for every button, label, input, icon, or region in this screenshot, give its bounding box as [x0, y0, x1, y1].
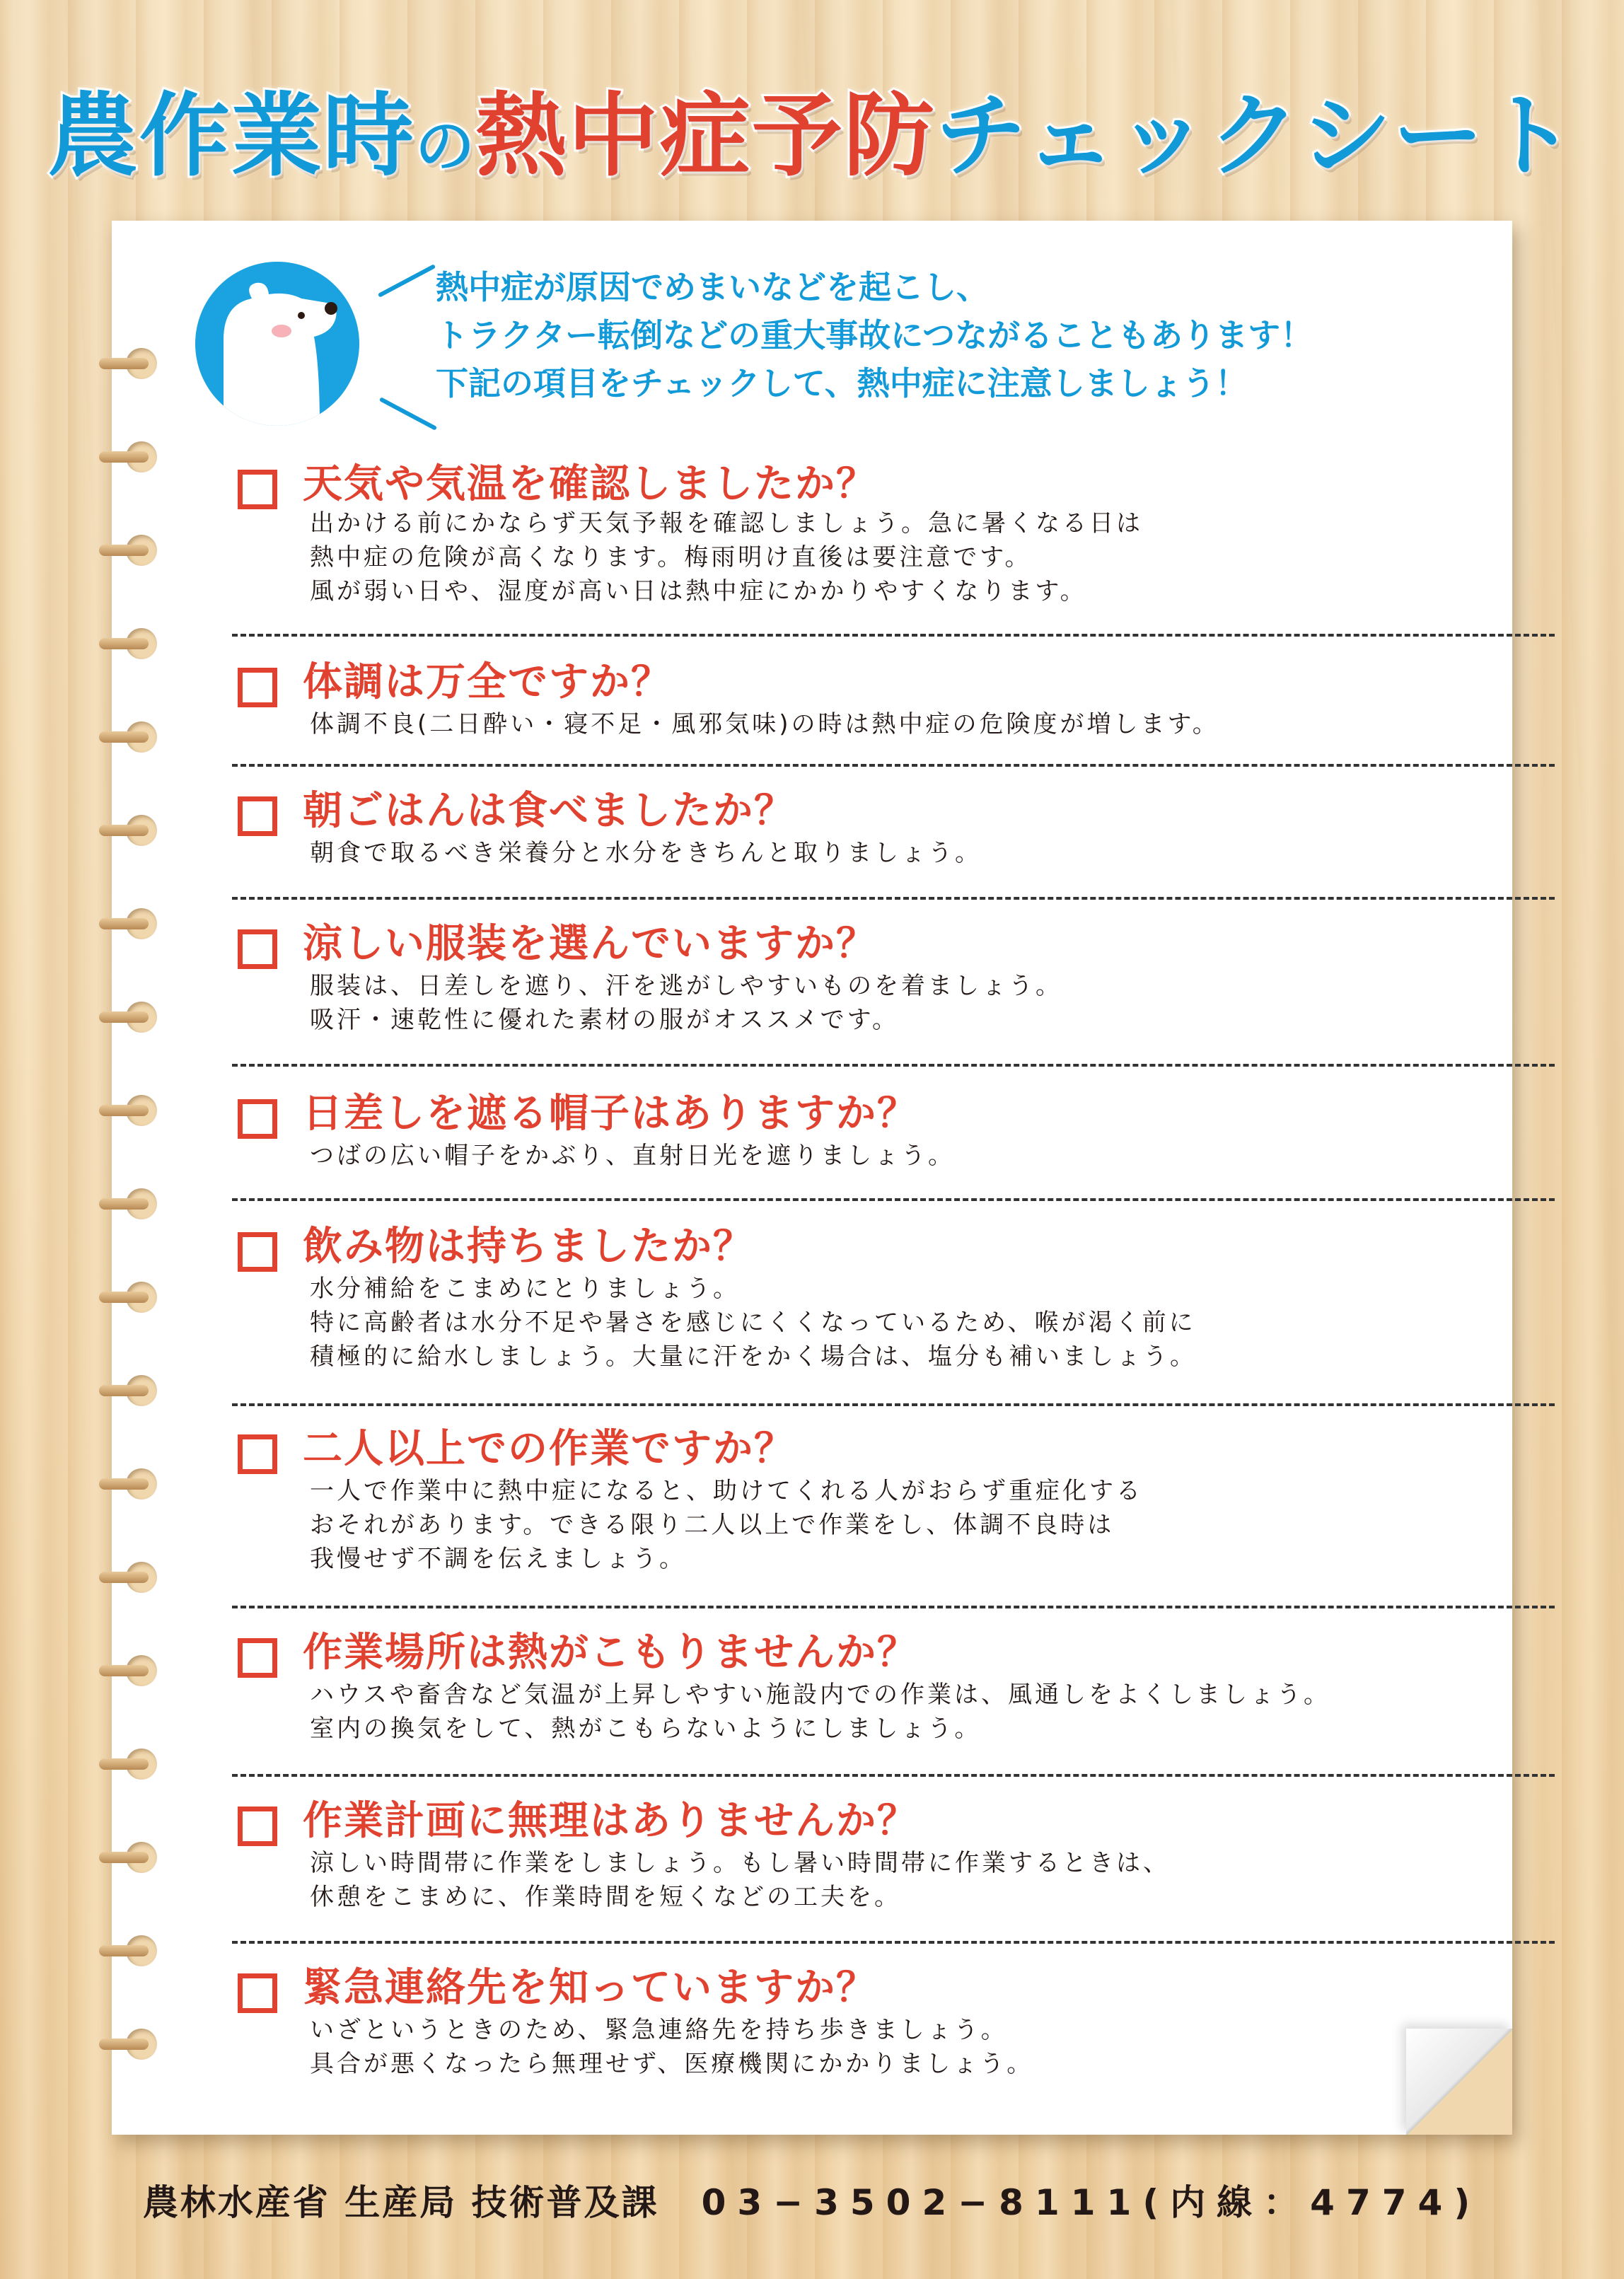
- binding-ring: [126, 908, 157, 939]
- check-item-line: 吸汗・速乾性に優れた素材の服がオススメです。: [310, 1006, 899, 1034]
- binding-ring: [126, 1749, 157, 1780]
- polar-bear-icon: [195, 262, 359, 426]
- dashed-divider: [232, 1774, 1555, 1777]
- binding-ring: [126, 1375, 157, 1406]
- check-item-question: 涼しい服装を選んでいますか？: [303, 921, 877, 967]
- dashed-divider: [232, 634, 1555, 637]
- page-title: [0, 76, 1624, 197]
- binding-ring: [126, 1562, 157, 1593]
- binding-ring: [126, 1002, 157, 1033]
- intro-line-1: 熱中症が原因でめまいなどを起こし、: [436, 268, 989, 306]
- binding-ring: [126, 441, 157, 472]
- binding-ring: [126, 1282, 157, 1313]
- check-item-line: おそれがあります。できる限り二人以上で作業をし、体調不良時は: [310, 1511, 1115, 1539]
- check-item-line: 出かける前にかならず天気予報を確認しましょう。急に暑くなる日は: [310, 509, 1143, 538]
- empty-checkbox-icon[interactable]: [238, 1099, 277, 1139]
- check-item-question: 作業計画に無理はありませんか？: [303, 1798, 918, 1844]
- check-item-line: 我慢せず不調を伝えましょう。: [310, 1545, 686, 1573]
- binding-ring: [126, 1468, 157, 1500]
- check-item-line: 熱中症の危険が高くなります。梅雨明け直後は要注意です。: [310, 543, 1032, 572]
- check-item-question: 朝ごはんは食べましたか？: [303, 788, 795, 834]
- check-item-question: 日差しを遮る帽子はありますか？: [303, 1091, 918, 1137]
- check-item-line: ハウスや畜舎など気温が上昇しやすい施設内での作業は、風通しをよくしましょう。: [310, 1681, 1330, 1709]
- binding-ring: [126, 2029, 157, 2060]
- page-curl-fold: [1406, 2029, 1512, 2135]
- binding-ring: [126, 628, 157, 659]
- check-item-question: 二人以上での作業ですか？: [303, 1426, 795, 1472]
- footer-contact: [0, 2173, 1624, 2232]
- check-item-line: 一人で作業中に熱中症になると、助けてくれる人がおらず重症化する: [310, 1477, 1143, 1505]
- dashed-divider: [232, 1403, 1555, 1406]
- binding-ring: [126, 1655, 157, 1686]
- empty-checkbox-icon[interactable]: [238, 1638, 277, 1678]
- empty-checkbox-icon[interactable]: [238, 929, 277, 969]
- check-item-line: 涼しい時間帯に作業をしましょう。もし暑い時間帯に作業するときは、: [310, 1849, 1170, 1877]
- intro-line-2: トラクター転倒などの重大事故につながることもあります！: [436, 316, 1313, 354]
- check-item-question: 天気や気温を確認しましたか？: [303, 461, 877, 507]
- binding-ring: [126, 1188, 157, 1219]
- check-item-line: 服装は、日差しを遮り、汗を逃がしやすいものを着ましょう。: [310, 972, 1062, 1000]
- empty-checkbox-icon[interactable]: [238, 1973, 277, 2013]
- binding-ring: [126, 1095, 157, 1126]
- check-item-line: 体調不良(二日酔い・寝不足・風邪気味)の時は熱中症の危険度が増します。: [310, 710, 1219, 738]
- title-part-3: 熱中症予防: [475, 83, 936, 189]
- check-item-question: 飲み物は持ちましたか？: [303, 1224, 754, 1270]
- check-item-line: いざというときのため、緊急連絡先を持ち歩きましょう。: [310, 2016, 1008, 2044]
- check-item-line: 室内の換気をして、熱がこもらないようにしましょう。: [310, 1715, 982, 1743]
- footer-phone: 03−3502−8111(内線：4774): [701, 2182, 1482, 2223]
- binding-ring: [126, 1842, 157, 1873]
- check-item-line: 特に高齢者は水分不足や暑さを感じにくくなっているため、喉が渇く前に: [310, 1309, 1196, 1337]
- intro-line-3: 下記の項目をチェックして、熱中症に注意しましょう！: [436, 364, 1248, 402]
- empty-checkbox-icon[interactable]: [238, 470, 277, 509]
- empty-checkbox-icon[interactable]: [238, 1434, 277, 1474]
- dashed-divider: [232, 1606, 1555, 1608]
- binding-ring: [126, 535, 157, 566]
- check-item-line: 水分補給をこまめにとりましょう。: [310, 1275, 740, 1303]
- empty-checkbox-icon[interactable]: [238, 1807, 277, 1846]
- intro-message: [436, 263, 1511, 407]
- check-item-line: 休憩をこまめに、作業時間を短くなどの工夫を。: [310, 1883, 901, 1911]
- empty-checkbox-icon[interactable]: [238, 1232, 277, 1272]
- check-item-line: 具合が悪くなったら無理せず、医療機関にかかりましょう。: [310, 2050, 1034, 2078]
- check-sheet-paper: [112, 221, 1512, 2135]
- check-item-question: 体調は万全ですか？: [303, 659, 672, 705]
- speech-line: [379, 397, 437, 431]
- binding-ring: [126, 1935, 157, 1966]
- check-item-line: つばの広い帽子をかぶり、直射日光を遮りましょう。: [310, 1142, 955, 1170]
- check-item-line: 風が弱い日や、湿度が高い日は熱中症にかかりやすくなります。: [310, 577, 1087, 605]
- dashed-divider: [232, 1198, 1555, 1201]
- binding-ring: [126, 721, 157, 753]
- binding-ring: [126, 815, 157, 846]
- check-item-line: 朝食で取るべき栄養分と水分をきちんと取りましょう。: [310, 839, 982, 867]
- speech-line: [378, 264, 436, 298]
- check-item-question: 緊急連絡先を知っていますか？: [303, 1965, 877, 2011]
- empty-checkbox-icon[interactable]: [238, 796, 277, 836]
- title-part-2: の: [414, 112, 476, 181]
- empty-checkbox-icon[interactable]: [238, 668, 277, 707]
- dashed-divider: [232, 1941, 1555, 1944]
- title-part-4: チェックシート: [935, 83, 1577, 189]
- title-part-1: 農作業時: [47, 83, 415, 189]
- check-item-question: 作業場所は熱がこもりませんか？: [303, 1630, 918, 1676]
- check-item-line: 積極的に給水しましょう。大量に汗をかく場合は、塩分も補いましょう。: [310, 1343, 1197, 1371]
- dashed-divider: [232, 764, 1555, 767]
- dashed-divider: [232, 897, 1555, 900]
- footer-organization: 農林水産省 生産局 技術普及課: [142, 2182, 659, 2223]
- binding-ring: [126, 348, 157, 379]
- dashed-divider: [232, 1064, 1555, 1067]
